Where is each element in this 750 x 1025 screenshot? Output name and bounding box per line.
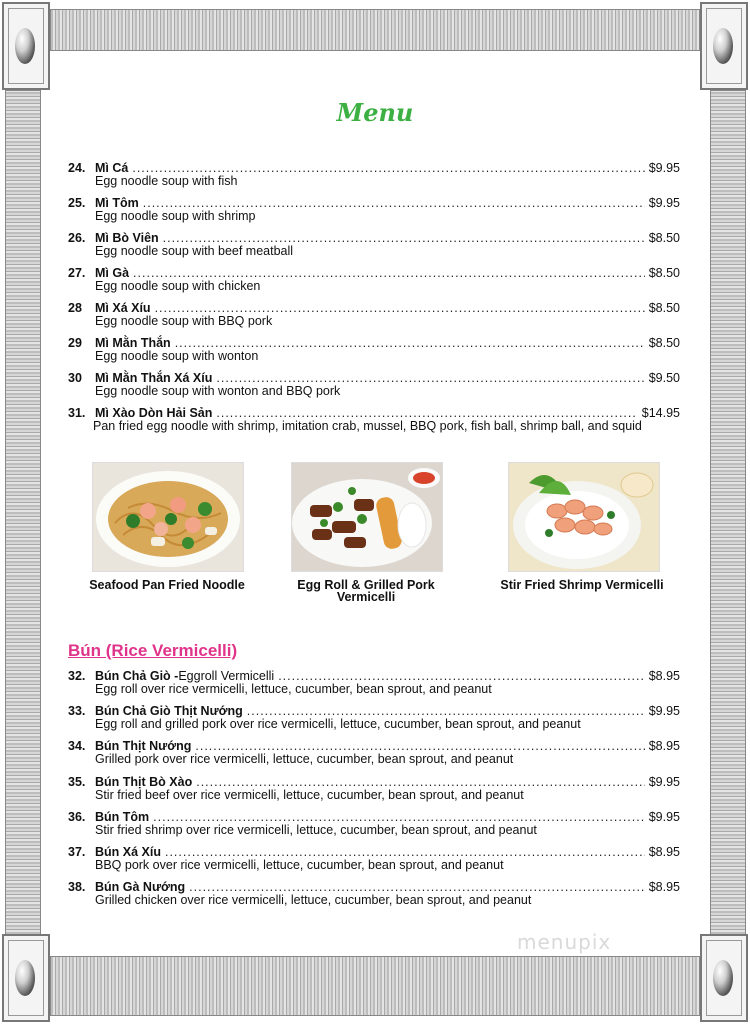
menu-item [68,776,680,802]
rivet-icon [15,28,35,64]
item-name: Bún Chả Giò - [95,669,179,683]
frame-corner-top-left [2,2,50,90]
item-name: Mì Cá [95,161,129,175]
menu-item [68,705,680,731]
item-price: $9.50 [648,371,680,385]
item-description: Egg noodle soup with beef meatball [95,244,294,258]
item-name: Bún Tôm [95,810,150,824]
item-description: Pan fried egg noodle with shrimp, imitation crab, mussel, BBQ pork, fish ball, shrimp ball, and squid [93,419,642,433]
photo-caption: Seafood Pan Fried Noodle [89,578,245,592]
item-name: Bún Gà Nướng [95,880,186,894]
rivet-icon [713,960,733,996]
item-description: Egg noodle soup with BBQ pork [95,314,273,328]
item-name: Mì Mằn Thắn Xá Xíu [95,371,213,385]
photo-caption: Stir Fried Shrimp Vermicelli [500,578,664,592]
photo-egg-roll-grilled-pork [291,462,443,572]
menu-item [68,846,680,872]
item-description: Egg noodle soup with fish [95,174,238,188]
item-name: Mì Gà [95,266,130,280]
item-number: 29 [68,336,82,350]
item-name: Mì Tôm [95,196,139,210]
item-price: $9.95 [648,704,680,718]
item-number: 37. [68,845,86,859]
menu-item [68,881,680,907]
section-title-bun: Bún (Rice Vermicelli) [68,641,238,660]
menu-item [68,740,680,766]
item-price: $8.50 [648,266,680,280]
menu-item [68,811,680,837]
item-price: $8.50 [648,231,680,245]
frame-corner-bottom-right [700,934,748,1022]
item-description: Egg noodle soup with shrimp [95,209,256,223]
item-description: Egg roll over rice vermicelli, lettuce, cucumber, bean sprout, and peanut [95,682,492,696]
menu-item [68,302,680,328]
item-name: Mì Bò Viên [95,231,159,245]
frame-top-band [50,9,700,51]
item-number: 28 [68,301,82,315]
item-number: 35. [68,775,86,789]
item-price: $14.95 [641,406,680,420]
item-name: Bún Thịt Bò Xào [95,775,193,789]
item-name: Bún Chả Giò Thịt Nướng [95,704,243,718]
item-number: 30 [68,371,82,385]
item-number: 33. [68,704,86,718]
menu-item [68,232,680,258]
item-price: $8.50 [648,301,680,315]
item-name: Bún Thịt Nướng [95,739,192,753]
menu-item [68,407,680,433]
item-price: $8.50 [648,336,680,350]
frame-bottom-band [50,956,700,1016]
item-price: $9.95 [648,196,680,210]
item-name: Mì Mằn Thắn [95,336,171,350]
item-number: 32. [68,669,86,683]
item-name: Mì Xào Dòn Hải Sản [95,406,213,420]
item-description: Stir fried shrimp over rice vermicelli, lettuce, cucumber, bean sprout, and peanut [95,823,537,837]
item-number: 38. [68,880,86,894]
item-price: $8.95 [648,669,680,683]
frame-left-band [5,90,41,935]
frame-corner-bottom-left [2,934,50,1022]
item-description: Stir fried beef over rice vermicelli, lettuce, cucumber, bean sprout, and peanut [95,788,524,802]
menu-item [68,267,680,293]
item-number: 36. [68,810,86,824]
photo-caption: Egg Roll & Grilled Pork Vermicelli [297,578,435,604]
item-description: Egg noodle soup with chicken [95,279,261,293]
frame-right-band [710,90,746,935]
item-price: $9.95 [648,810,680,824]
menu-item [68,197,680,223]
menu-item [68,372,680,398]
item-price: $8.95 [648,880,680,894]
item-description: Egg noodle soup with wonton and BBQ pork [95,384,341,398]
watermark: menupix [517,930,612,954]
item-name: Mì Xá Xíu [95,301,151,315]
item-price: $8.95 [648,845,680,859]
item-number: 24. [68,161,86,175]
photo-stir-fried-shrimp [508,462,660,572]
item-description: Grilled pork over rice vermicelli, lettuce, cucumber, bean sprout, and peanut [95,752,514,766]
rivet-icon [15,960,35,996]
item-subtitle: Eggroll Vermicelli [178,669,275,683]
item-description: Grilled chicken over rice vermicelli, lettuce, cucumber, bean sprout, and peanut [95,893,532,907]
menu-item [68,337,680,363]
photo-seafood-pan-fried-noodle [92,462,244,572]
rivet-icon [713,28,733,64]
frame-corner-top-right [700,2,748,90]
item-number: 34. [68,739,86,753]
menu-item [68,162,680,188]
menu-item [68,670,680,696]
page-title: Menu [336,98,414,127]
item-description: Egg roll and grilled pork over rice vermicelli, lettuce, cucumber, bean sprout, and peanut [95,717,581,731]
item-description: BBQ pork over rice vermicelli, lettuce, cucumber, bean sprout, and peanut [95,858,504,872]
item-number: 27. [68,266,86,280]
item-number: 25. [68,196,86,210]
item-price: $8.95 [648,739,680,753]
item-price: $9.95 [648,775,680,789]
item-name: Bún Xá Xíu [95,845,161,859]
item-description: Egg noodle soup with wonton [95,349,259,363]
item-number: 31. [68,406,86,420]
item-number: 26. [68,231,86,245]
item-price: $9.95 [648,161,680,175]
